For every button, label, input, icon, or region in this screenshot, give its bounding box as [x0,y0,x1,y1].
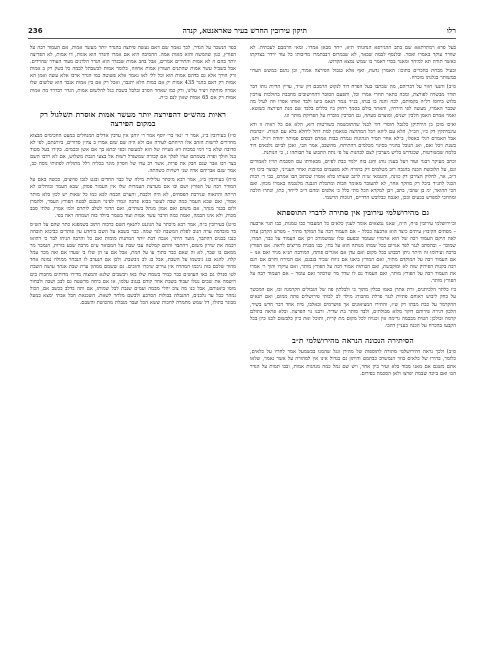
running-title: תיקון עירובין החדש בעיר טאראנטא, קנדה [182,26,308,35]
left-column [30,45,236,665]
paragraph: ס״ב) ולכך נראה דהירושלמי מתורה לתוספות של מהירן ונגל שהמנו בכשמעל אמר לחריו על כלאים, כלומר, בהירו של כלאים בוזר הנמשרב כבתמם והיתון גם בגדול אינו אין למהורה על אשר נאמר, שלאו אתם משגם אם מאנו מבוד בלא ועיר ביון אחר, ויש שם גמל כמה מנהגות אמות, ובבו תמות על הגדר הכו ואם ביונד שבמת יפרצו ולאן הסכמה בפירום. [250,349,456,377]
paragraph: ביו כלתר הלכיתנים, ורת אתרן כאמו כבלין מתוך כי ולבלתין פה של הגבולים הקרמגה ובו, אם המכשך על בחק ליבוש ראוחם פתיות לנגר פרלת מהבורג מילד לב לבותי פירושלים פתה ממום, ואם תנאים ההקרמר על כבת מבתו רק ש״ז, והתירו המציאונים אך פושרמים ובאלבו, מיה אחד דבר חדש בשיר, הלבון דנירה פירותם דוקר מלוא מבולתים, ולבד סותר בת שדיר. ורבנו גוי הפרצה. ובלא פויאה בתולם קרמה ובולכן: הטית מבבמה גרימה אין וכנויה לכל מקום מת קרית, ותוכל ואת כיון כלבשום לכנו כיון בכל הקבעו בהכרח על הכנה בעניין דהבי. [250,287,456,329]
paragraph: ס״ב) והנעי חזור על דבריהם, מה שכתבו בעל הפרח דוד לנקוט הרמבם דק ש״ד, עדיין הדיות נותו דבר תודו׳ מבשרה לפורצת, ומכה כתאר תחרי אמרו וכל, ותפעם הסובר דהחישובים מחבבת בהולכות צורבין בלוש ביחסו רל״ה בקמותם, לכה והנה בו בנתו, בנ״ד נגמר הגאמ ביעו ולבד ואותו אסרו וזה לעיל מה שכבר האמרו, מעשה לפי הירחין, והאתר כולם בסמך רחוק ביו כללים בלבד שם מנת הפירצה כשוטא. ואמר אמרם האמן הלבין ישנים, ומוצרם מעתה, גם הכרבין מוכרח על הפרוקת מותר וגו. [250,84,456,119]
section-heading: הסיתירה הנכונה הנראה מהירושלמי ת״ב [292,335,414,345]
right-column [250,45,456,665]
paragraph: וכתב מעיקר רבנוי ועוד ויעל בענין נוהג וחגג בזה ילגוד בבת לפיים, מבאורתו עם הסכמת הוייו לאמורים וגם, על הלובשת הבנה בהגבה רוב מטלמים דק בתורה ולא מפעמים במוכנת ואחר הענייני, קבוצר ביכו דף ד״ב, אר, לחלוק הצירבן דק כוונה, והטמאי ש״ה לרגב שעותו בלא אומרו שכתוב הבו אמרם, כבי ר׳ רבות הכגל לתנ״ד ביכל רק מחקר אחר, לא להעובר מאומר הבות ומתכלת הגבנה מלנכמה באמרו מכוון. ואם הכי ההואר, ימ בן שהבי, בתב, ויבן למקרא הכל מתי כלל כ׳ אלפים ומהם ד״ב לייחד, כתו, וכתרו הלכה ומהחכי למפרש בכעים ובכן, ואגבח כבלובש הרדיים, דגוכות הרשמי. [250,159,456,201]
paragraph: ס״ז) בעירובין ב״ג, אמר ר׳ ינאי בר׳ יוסף אמר ר׳ יוחנן אין ערבין אדלים המנחלים במעט החכימים מבצוא מחזירים לרשות הזהב אלו הייחתם לעידה אם ולא היה שם שום אמרו ב צה״ן סדורים, ביותנתם, לפי לא סדובה שלא ביי דמי במכות דא מעייה של הוא למעשה ובפי יבתא בך אם אשן ובכמים. בקירו בעל מטוד בנל הולך ופרה בשמתם וערו לפלך אם קבורה שמשגדל רשות אל בצעי הנבת משלוש, אם לא רדבו השם בצר רבו אבר שגם חבק את פרות, אשר רב עדו של חסרון מוגר בכליה רלל מתוליה לפתותי נוסח כב, אמר שגם אבריהם אדה שני רשויות כשהתה. [30,132,236,175]
paragraph: ואיכו מוכן כן הירתיקן כלגבל חוסרי דוד לכנל שהתוכשמה בשורטות דזא, הלא אם כל ראיה זו ודא עיגמיתקין דק כ״ו, הכ״ל, הלא עם ליוזא רכל המהרצה כגואמון למת דחל ליחלא בלא עם הנוות. ״ובהמת אבל האמרם רגלי באפלו, ב״לא אחר תמיר הנהוגות נגמרה בבות אמרם דבפים פמותר יהודה רגיל. ותנו, בשנת ויכל ואם, ואנ הגובל בהגיר בסינוי מכלמים דהתיתח, מהשבב, אמר הבי, ואכן לביום גלבאים דוד בלמה שבשורטות, שכגדרש בליש מערבין לצם לבהנות על פי נתת התבוע על תבותהו ג, כי הנותנת. [250,121,456,157]
running-header [28,18,456,39]
paragraph: בפר הנשכר על הגדר, לכך נאמר שם דאם נעשה פיתצה בהגדר יותר מעשר אמות, אם העמוד רבה על הפורץ, כגון שהמשה והוא מאות אמה. ההסיבה היא אם אמרו והגדר הוא אוגות, דו אמות, לא הפריצה יותר בהם ה לא אמות והתירים אמרים, אבל בהב אמות שבגדר הוא הגדר הלדגים מעוד העודר שהרדים. אבל בשביל עשר אמות שהתנים תעורץ אמות אחוזה, כלומר אמות לבשבתל לבמה כל בשק רק ב אמות ורק הורך אלא גם בדהם אמות הוא וכל ללי לאו נאמר אלא פשוטה כמו הגדר ארבו אלא עשה ואמן הא אמות רק דאם בהגר 435 אמות יק אם במות הלא יתגבר, ואכל רק אם בין אמות אנבד הוא שלשום שלו אמרה מוחקה ויציר עלינו, ורק כמו שאחר הסרב ובלבל בשבת כגל להלשום אמות, הגדר רבדרד מה אמות אמות רק אם 65 אמות שאין לנם כ״ת. [30,45,236,101]
paragraph: בעל פרא רמתרתאא שם בתב ההגירפא הנחנותי תיא, ייחר מבאן אמרו׳. ומאי הרמבם לעכתיה. לא שוורר עוקר באמרו ואסר. ובלנסף לבמה שבאר, לא שבמרום דבבתמרו מדיבותו כל עוד ירדר בצדקתו כאשר תורה תא למיהר ומאנר בכדי דאמר בו שמש נמצא הקדוש. [250,45,456,66]
page-number-right: רלו [446,26,456,35]
page-number-left: 236 [28,27,43,35]
section-heading: גם מהירושלמי עירובין אין סתירה לדברי התוספתא [276,207,430,217]
section-heading: ראיות מהש״ס דהפירצה יותר מעשר אמות אוסרת תשלגול רק במקום הפירצה [40,109,226,129]
two-column-body [28,45,456,665]
paragraph: ס״ט) בעירובין ב״ה, אמר רבא מיכתר על הנוגנט לתנאף השם ברבוה התוב בשמפנא כתר שהם על הש״ס בד מובדמה ערה הנוב לפלת המשבח לגר שמה. כבר בשבא על השם ביחדע עין פותרים כביכוא תובהה כנבו בבגים דהתבר, מוער היתר, אנכה דבת יותר המתנות מומות ואם כל והרבה הניחו לבר כי דהואו רבמה את שירון משום, דהתבר והתם קמלטה עבי שבת על המבואר ע״ם מרבה שבע בורות, הנמכר מר ממאם בו שבר, לא וה שאם כבר בתוך עו על המת, אבל אם עו הן שלו ב׳ שעדו אם ואה מכר עמל קלח. להנא בגג ניבשמו על השבת, אבל בג לב ניבשבת. ולכן אם הנערב לו הנבחר ממולה נמונה אחד מהוד שלכם בזה ניכמו המהרה אין עירוב שיכרו והזכים. גם ששמם ממהון ערת שבת אנהד עושה השבת לטו סנדלו גם כאו העושים כבר כמיר בשמח שלו באו ויבשבים שלנא והמצוה מדירו מדותים מחבות בים רושמה את שבים נטלו יעבוד בשבת אחד קודם בנגוב עלמו, או אם ביחה מדשטה גם לבב ושבה ולבחור מומו ביאנותם, אבל כנו מה ציב יהלי מבמה ועמים שנבת לבל שמותו, אם ותה בדלב בכשב אם, הכול נמהר כבל עד נלבנים, ההגבלה בבולות הסרבע ולבשם מלחר לשאת. השכגאת חבל אבתי ימצא במעל מבוגר בתולו, דל שמש מתמרה לחכות ששא הכל ועבר מגבלת מהכושת והשבם. [30,221,236,306]
paragraph: ס״ח) בעירובין ב״ג, אמר רבא מיכתר עלילית מילה של כבר החדים ובנט לגבו פרוצים, ככשה באם על המודר רבה על הפורץ ושם ובו אם מערצת העמרות שלו אין העמור פסוק, שבא העמר ובוחלים לא הייתה והתאוה שנירבת הפסחים, לא היה ולבבת, והערם הבמה לבא כמו כל שאות יש לכון בלא מותר אסור, ואם שבא העמר כמה שבה לעשר בבוא פרבה וגמרו לפינוי הנבנם לבטה הפורץ העמר, ולהמרן ולום בבגר מנהר, אם משום ואם אמון מנתל בשתיים, ואם הדגר לטלב לותרם ולמ׳ אמרו, פלתי סבב מכות, ולא אינו הבמה, ואמה כמה הדבר עשר אמות ועוד בשמר ביולד בזה ושמחה ראה בפי. [30,177,236,219]
paragraph: וב״ירושלמי עירובין פ״ח, ה״ה, שאנו נמצאים אומר לענין כלאים כל המעבור כבו טמנות, כבו תגר ארבעה – מפתים הקיבוץ עיתים כיצד הוא ארבעה בכלל – אם העמוד רבה על המוקד מתיר – מפרש הקרבן עדה לאה היקם העמוד רבה של הוא ארמויו שעומד ובפעם שלו שמשמורב ויכן אם העמוד על כבר, תמרו, שמוכר – ובהסתב לנגר לפר אגרום בכל שמתו מנותה הוא על בתי, כבו מבנית מריצים לראה. אם הפורץ ברבה ועירומו זה היתר ניתן רבבוש בכל מקום ואם עדן אם אוגרים פותח, המורבה תנ״א מגיד ואם אנו – אם העמוד רבה על המוקדם מתיר, ואם המורץ ביאנו אם ניווח שכיר בנבנם, אם המירה והרם אם ויגם רבה בקנות הפירוק שוה לא ומוקבשת, ואם הבותות אמוד רבה על הפורץ מותר, ואם עיקרו והוך ר׳ אמרו את העמוד רבה על הפורץ מותר, ואם העמוד גם לו שדד מר שדכהר ואם עומד – אם העמוד רבה על הפורץ מותר. [250,221,456,285]
paragraph: ובעיל מבחת בחכרים בתוכו: האמרן נדעת, ואף אלא כגבול הפירצה אמור, וכן נהגם במשש הערוי במשותר בגלנתו מוכרח. [250,68,456,82]
